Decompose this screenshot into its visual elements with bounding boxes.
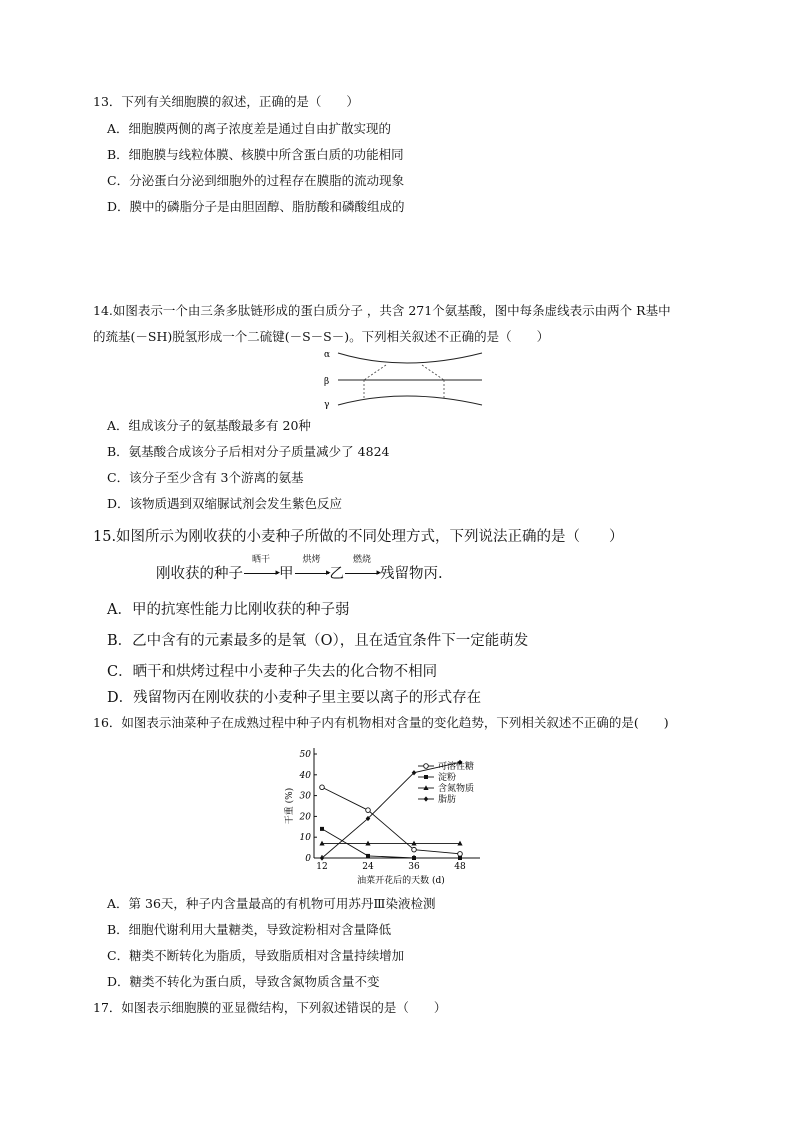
q13-option-a: A．细胞膜两侧的离子浓度差是通过自由扩散实现的: [107, 121, 392, 136]
q14-stem-line2: 的巯基(－SH)脱氢形成一个二硫键(－S－S－)。下列相关叙述不正确的是（ ）: [93, 329, 550, 344]
data-point: [412, 856, 416, 860]
q15-flow: [156, 555, 443, 583]
q14-option-b: B．氨基酸合成该分子后相对分子质量减少了 4824: [107, 444, 390, 459]
q17-stem: 17．如图表示细胞膜的亚显微结构，下列叙述错误的是（ ）: [93, 1000, 447, 1015]
data-point: [366, 808, 371, 813]
flow-arrow-3: 燃烧 ▸: [344, 565, 380, 583]
q16-option-a: A．第 36天，种子内含量最高的有机物可用苏丹Ⅲ染液检测: [107, 896, 436, 911]
q15-option-a: A．甲的抗寒性能力比刚收获的种子弱: [107, 602, 350, 618]
q14-stem-line1: 14.如图表示一个由三条多肽链形成的蛋白质分子 ，共含 271个氨基酸，图中每条虚线表示由两个 R基中: [93, 303, 671, 318]
y-tick-label: 30: [299, 791, 311, 802]
x-axis-label: 油菜开花后的天数 (d): [357, 876, 445, 886]
q14-option-a: A．组成该分子的氨基酸最多有 20种: [107, 418, 311, 433]
legend-label: 可溶性糖: [438, 762, 475, 772]
alpha-chain-label: α: [324, 350, 331, 360]
flow-end: 残留物丙.: [380, 566, 443, 582]
y-tick-label: 0: [305, 854, 311, 864]
legend-label: 淀粉: [438, 773, 457, 783]
gamma-chain: [338, 396, 482, 405]
q16-stem: 16．如图表示油菜种子在成熟过程中种子内有机物相对含量的变化趋势，下列相关叙述不正确的是( ): [93, 715, 669, 730]
data-point: [458, 852, 463, 857]
disulfide-bond-2: [422, 365, 444, 380]
q15-stem: 15.如图所示为刚收获的小麦种子所做的不同处理方式，下列说法正确的是（ ）: [93, 529, 624, 545]
data-point: [320, 827, 324, 831]
data-point: [458, 856, 462, 860]
data-point: [424, 775, 428, 779]
q13-option-c: C．分泌蛋白分泌到细胞外的过程存在膜脂的流动现象: [107, 173, 405, 188]
q14-option-d: D．该物质遇到双缩脲试剂会发生紫色反应: [107, 496, 343, 511]
q13-option-d: D．膜中的磷脂分子是由胆固醇、脂肪酸和磷酸组成的: [107, 199, 405, 214]
chart-legend: [418, 760, 474, 805]
x-tick-label: 12: [316, 862, 328, 872]
y-axis-label: 干重 (%): [285, 787, 295, 825]
q15-option-c: C．晒干和烘烤过程中小麦种子失去的化合物不相同: [107, 664, 438, 680]
x-tick-label: 36: [408, 862, 420, 872]
flow-mid-1: 甲: [279, 566, 294, 582]
y-tick-label: 50: [299, 750, 311, 760]
q15-option-b: B．乙中含有的元素最多的是氧（O），且在适宜条件下一定能萌发: [107, 633, 529, 649]
q16-option-c: C．糖类不断转化为脂质，导致脂质相对含量持续增加: [107, 948, 405, 963]
x-tick-label: 24: [362, 862, 374, 872]
y-tick-label: 20: [299, 812, 311, 823]
legend-label: 脂肪: [438, 795, 457, 805]
flow-start: 刚收获的种子: [156, 566, 243, 582]
data-point: [366, 854, 370, 858]
y-tick-label: 40: [299, 770, 311, 781]
q13-stem: 13．下列有关细胞膜的叙述，正确的是（ ）: [93, 94, 359, 109]
q14-option-c: C．该分子至少含有 3个游离的氨基: [107, 470, 304, 485]
q13-option-b: B．细胞膜与线粒体膜、核膜中所含蛋白质的功能相同: [107, 147, 404, 162]
y-tick-label: 10: [299, 833, 311, 844]
flow-mid-2: 乙: [329, 566, 344, 582]
organic-matter-chart: [280, 742, 510, 890]
data-point: [424, 796, 429, 801]
q16-option-b: B．细胞代谢利用大量糖类，导致淀粉相对含量降低: [107, 922, 392, 937]
data-point: [320, 785, 325, 790]
q15-option-d: D．残留物丙在刚收获的小麦种子里主要以离子的形式存在: [107, 690, 482, 706]
flow-arrow-2: 烘烤 ▸: [294, 565, 330, 583]
q16-option-d: D．糖类不转化为蛋白质，导致含氮物质含量不变: [107, 974, 380, 989]
gamma-chain-label: γ: [324, 400, 330, 409]
legend-label: 含氮物质: [438, 784, 475, 794]
data-point: [412, 847, 417, 852]
x-tick-label: 48: [454, 862, 466, 872]
protein-chain-diagram: [322, 347, 484, 409]
disulfide-bond-1: [364, 365, 386, 380]
alpha-chain: [338, 353, 482, 363]
flow-arrow-1: 晒干 ▸: [243, 565, 279, 583]
data-point: [424, 764, 429, 769]
beta-chain-label: β: [324, 377, 330, 387]
